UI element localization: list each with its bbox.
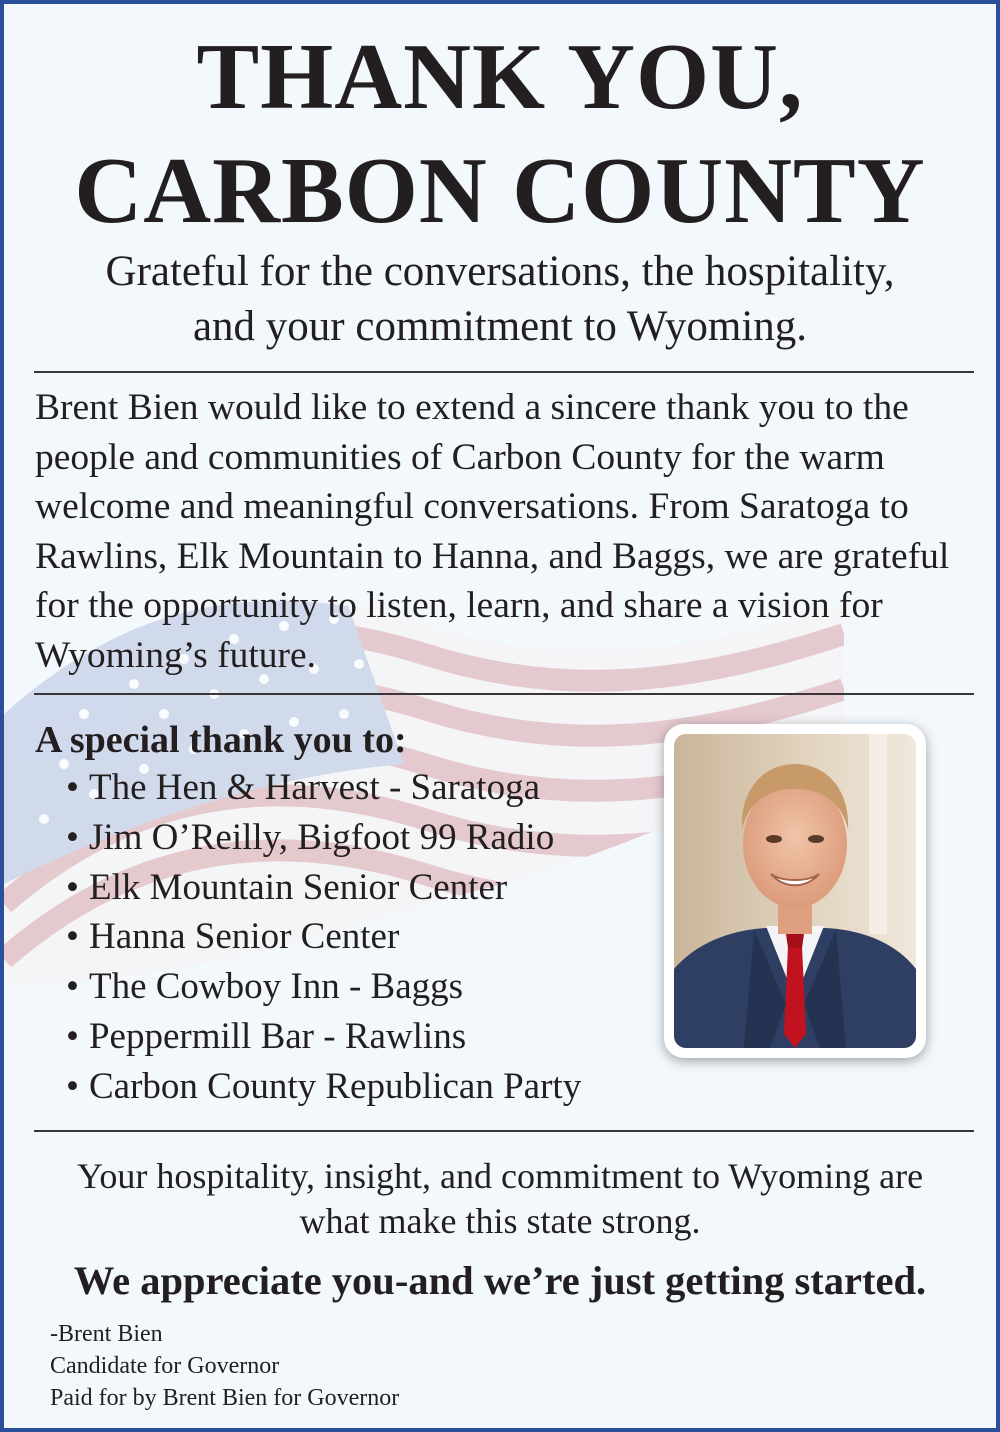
list-item	[66, 912, 581, 962]
bullet: •	[66, 866, 79, 908]
headline-line-1: THANK YOU,	[196, 25, 804, 129]
body-line: Rawlins, Elk Mountain to Hanna, and Baggs, we are grateful	[35, 535, 950, 577]
bullet: •	[66, 767, 79, 808]
paid-for-disclaimer: Paid for by Brent Bien for Governor	[50, 1385, 400, 1411]
bullet: •	[66, 966, 79, 1008]
list-item-label: Carbon County Republican Party	[88, 1065, 582, 1107]
tagline: We appreciate you-and we’re just getting started.	[73, 1258, 927, 1303]
list-item	[66, 763, 581, 813]
bullet: •	[66, 916, 79, 958]
bullet: •	[66, 816, 79, 858]
signature-name: -Brent Bien	[50, 1321, 163, 1347]
list-item-label: The Cowboy Inn - Baggs	[88, 966, 464, 1008]
subheadline-line-1: Grateful for the conversations, the hospitality,	[105, 248, 895, 295]
bullet: •	[66, 1015, 79, 1057]
list-item-label: Jim O’Reilly, Bigfoot 99 Radio	[88, 816, 555, 858]
closing-statement	[4, 1154, 996, 1244]
body-paragraph	[35, 383, 985, 681]
list-item-label: The Hen & Harvest - Saratoga	[88, 767, 540, 808]
list-item	[66, 1062, 581, 1112]
list-item-label: Peppermill Bar - Rawlins	[88, 1015, 467, 1057]
list-item-label: Hanna Senior Center	[88, 916, 400, 958]
divider	[34, 693, 974, 695]
body-line: people and communities of Carbon County for the warm	[35, 436, 885, 478]
candidate-portrait	[674, 734, 916, 1048]
closing-line-1: Your hospitality, insight, and commitment to Wyoming are	[76, 1156, 924, 1196]
bullet: •	[66, 1065, 79, 1107]
body-line: welcome and meaningful conversations. From Saratoga to	[35, 486, 909, 528]
signature-role: Candidate for Governor	[50, 1353, 280, 1379]
body-line: Wyoming’s future.	[35, 634, 317, 676]
list-item	[66, 813, 581, 863]
subheadline-line-2: and your commitment to Wyoming.	[192, 303, 808, 350]
headline-line-2: CARBON COUNTY	[74, 139, 926, 243]
divider	[34, 371, 974, 373]
list-item-label: Elk Mountain Senior Center	[88, 866, 508, 908]
subheadline	[4, 244, 996, 354]
closing-line-2: what make this state strong.	[299, 1201, 701, 1241]
divider	[34, 1130, 974, 1132]
list-item	[66, 962, 581, 1012]
list-item	[66, 863, 581, 913]
body-line: for the opportunity to listen, learn, and share a vision for	[35, 585, 883, 627]
body-line: Brent Bien would like to extend a sincere thank you to the	[35, 387, 909, 428]
special-thanks-list	[66, 763, 581, 1112]
candidate-photo-frame	[664, 724, 926, 1058]
special-thanks-heading: A special thank you to:	[35, 719, 407, 761]
list-item	[66, 1012, 581, 1062]
